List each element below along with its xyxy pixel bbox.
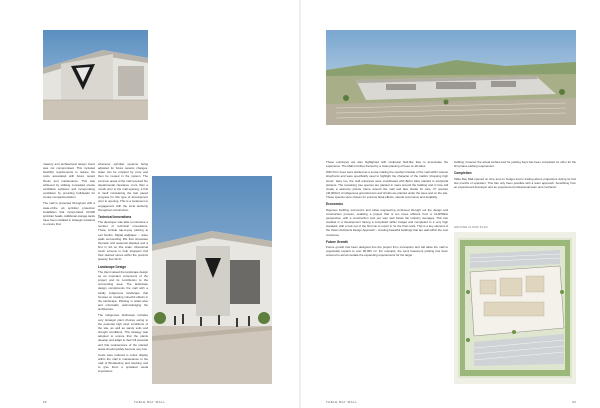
- left-col1-para-2: The mall is protected throughout with a state-of-the art sprinkler protection installation that incorporated 20,000 sprinkler heads. Additional storage tanks have been installed in strategic locations to ensure that: [43, 201, 95, 227]
- economics-text: Rigorous building economics and value engineering continued through out the design and construction process, enabling a project that is ten times efficient from a VLAPSE/A perspective, with a construction cost per sqm well below the industry averages. This has resulted in a development having a completed within budget and completed to a very high standard, with a lock out of the first into to report in for the final costs. This is a key element of the Vision Architects Design Approach – creating beautiful buildings that are well within the cost conscious.: [326, 207, 448, 237]
- mall-entrance-photo: [152, 176, 272, 384]
- left-col1-para-1: mastery and architectural design intent was not compromised. This included flexibility requirements to reduce the costs associated with future tenant fitouts and maintenance. This was achieved by utilising concealed smoke ventilation solutions and incorporating ventilation by providing bulkheads for smoke compartmentation.: [43, 162, 95, 200]
- site-plan-illustration: [454, 232, 576, 384]
- right-running-head: TABLE BAY MALL: [326, 400, 358, 404]
- site-plan-drawing: [454, 232, 576, 384]
- aerial-illustration: [326, 30, 576, 125]
- right-page-column-2: [454, 160, 576, 191]
- left-page-column-2-content: [98, 162, 148, 376]
- completion-text: Table Bay Mall opened on time and on budget and is trading above projections during its first few months of operation. This has only been possible with a team approach, benefitting from an experienced developer and an experienced professional team and contractor.: [454, 176, 576, 189]
- economics-heading: Economics: [326, 202, 344, 207]
- right-folio: 63: [572, 400, 576, 404]
- site-plan-caption: GROUND FLOOR PLAN: [454, 226, 488, 229]
- entrance-logo-photo: [43, 30, 148, 120]
- landscape-design-heading: Landscape Design: [98, 264, 127, 269]
- completion-heading: Completion: [454, 171, 472, 176]
- aerial-mall-photo: [326, 30, 576, 125]
- mall-entrance-illustration: [152, 176, 272, 384]
- entrance-photo-illustration: [43, 30, 148, 120]
- page-gutter: [299, 0, 301, 408]
- tech-innovations-text: The developer was able to introduce a number of technical innovations. These include tap-to-pay parking at exit booths. Digital wallpaper – video walls surrounding lifts that showcase thematic and seasonal displays and a first in SA on this scale. Directional touch screens to help shoppers find their desired stores within the precinct speedy, free Wi-Fi.: [98, 220, 148, 262]
- left-page-column-1: [43, 162, 95, 228]
- left-running-head: TABLE BAY MALL: [134, 400, 166, 404]
- right-page-column-1: [326, 160, 448, 259]
- right-col2-para-1: building, however the actual surface bed for parking bays has been completed for other for the first phase parking requirement.: [454, 160, 576, 169]
- landscape-para-3: Costs were reduced in colour display within the mall in maintenance to the mall of Bredasdorp and shelving and to give them a sprawled visual importance.: [98, 352, 148, 374]
- right-col1-para-2: With Porn trees were planted as a sense making the southern facade of the mall within various shopfronts and were specifically used to highlight the character of the malls's 'shopping high street'. Here too, the mall entrances were coordinated with Bob's Alive planted in sculptural planters. The remaining tree species are planted in mass around the building and in time will create a welcome picture frame around the mall and also shade for cars. 27 species (40,000m²) of indigenous groundcovers and shrubs are planted under the trees and on the site. These species were chosen for extreme floral effects, natural occurrence and durability.: [326, 170, 448, 200]
- future-growth-heading: Future Growth: [326, 239, 348, 244]
- landscape-para-1: The client valued the landscape design as an important component of the project and its contribution to the surrounding area. The landscape design compliments the mall with a totally indigenous landscape that focuses on creating colourful effects in the landscape. Planting is water-wise and minimalist, acknowledging the architecture.: [98, 269, 148, 312]
- right-col1-para-1: These entrances are also highlighted with sculptural fluid-like tiles to accentuate the experience. The Mall is further framed by a mass planting of trees on all sides.: [326, 160, 448, 169]
- landscape-para-2: The indigenous landscape includes very strategic plant choices owing to the potential high wind conditions of the site, as well as sandy soils and drought conditions. This strategy was adopted to ensure that the plants develop and adapt to their full potential and that maintenance of the planted areas should quickly become very low.: [98, 313, 148, 351]
- left-folio: 62: [43, 400, 47, 404]
- left-col2-intro: whenever sprinkler systems being adjusted for future tenants changes, water can be emptied by zone and then be reused in the system. The common areas of the mall received fire departmental clearance more than a month prior to the mall opening, a first in itself considering the fast paced progress for this type of development prior to opening. This is a testament to engagement with the local authority throughout construction.: [98, 162, 148, 212]
- future-growth-text: Future growth has been designed into the project from conception and will allow the mall to organically expand to over 90,000 m². For example, the semi basement parking has been ensured to accommodate the expanding requirements for the larger: [326, 244, 448, 258]
- tech-innovations-heading: Technical Innovations: [98, 214, 132, 219]
